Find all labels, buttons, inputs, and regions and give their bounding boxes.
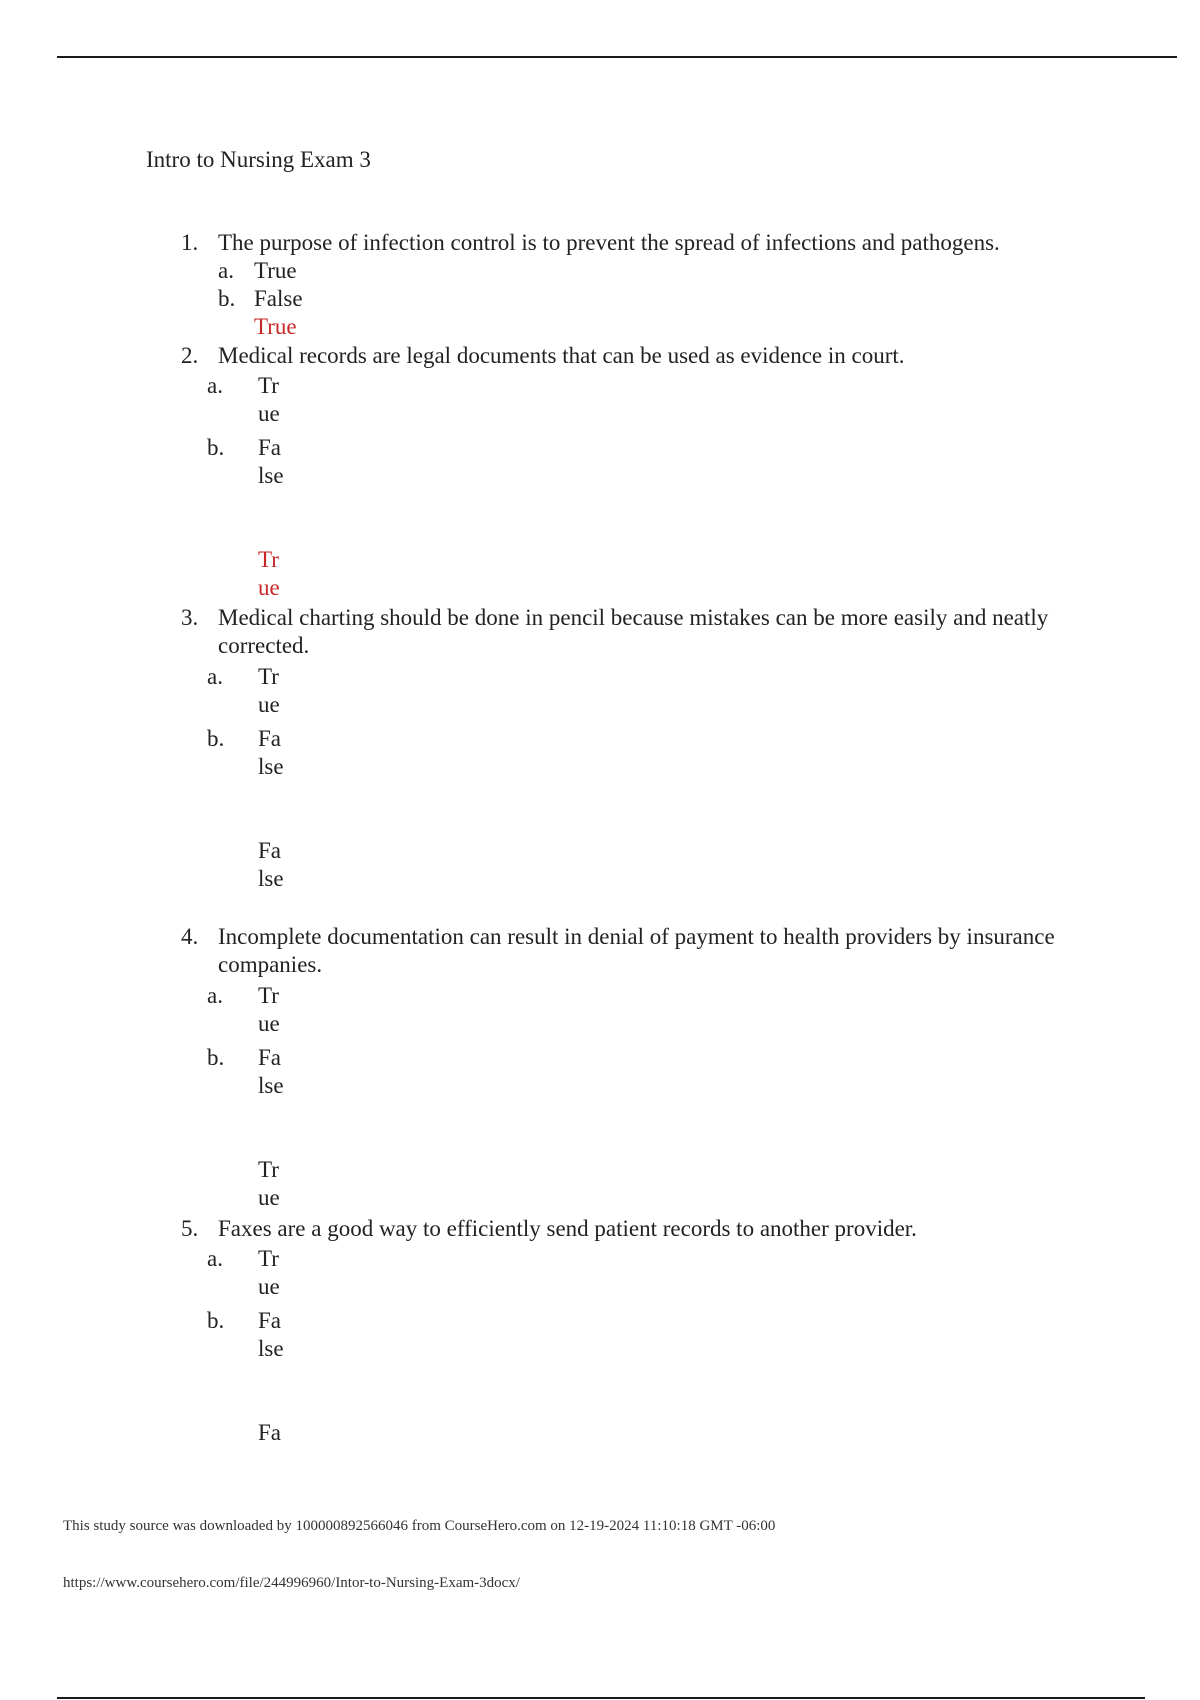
question-text: Faxes are a good way to efficiently send patient records to another provider. [218,1216,917,1241]
option-text-b: False [258,726,284,779]
answer-text: True [258,1157,280,1210]
option-text-a: True [254,258,297,283]
option-letter-b: b. [207,1045,225,1070]
option-text-a: True [258,664,280,717]
option-text-a: True [258,373,280,426]
question-number: 2. [181,343,199,368]
answer-text: Fa [258,1420,281,1445]
question-text: Incomplete documentation can result in denial of payment to health providers by insurance companies. [218,924,1055,977]
download-notice: This study source was downloaded by 100000892566046 from CourseHero.com on 12-19-2024 11:10:18 GMT -06:00 [63,1518,776,1534]
option-letter-b: b. [207,726,225,751]
question-text: Medical records are legal documents that can be used as evidence in court. [218,343,905,368]
option-text-b: False [254,286,303,311]
question-text: Medical charting should be done in pencil because mistakes can be more easily and neatly corrected. [218,605,1049,658]
question-number: 3. [181,605,199,630]
option-letter-a: a. [218,258,234,283]
bottom-rule [57,1697,1145,1699]
answer-text: True [254,314,297,339]
option-letter-b: b. [207,1308,225,1333]
option-letter-b: b. [218,286,236,311]
answer-text: True [258,547,280,600]
question-number: 4. [181,924,199,949]
option-letter-a: a. [207,1246,223,1271]
option-text-a: True [258,1246,280,1299]
source-url[interactable]: https://www.coursehero.com/file/244996960/Intor-to-Nursing-Exam-3docx/ [63,1575,520,1591]
option-text-b: False [258,1308,284,1361]
question-number: 5. [181,1216,199,1241]
option-text-b: False [258,1045,284,1098]
option-letter-a: a. [207,983,223,1008]
document-title: Intro to Nursing Exam 3 [146,147,371,172]
option-letter-a: a. [207,373,223,398]
answer-text: False [258,838,284,891]
option-text-b: False [258,435,284,488]
top-rule [57,56,1177,58]
option-letter-b: b. [207,435,225,460]
option-text-a: True [258,983,280,1036]
question-text: The purpose of infection control is to prevent the spread of infections and pathogens. [218,230,1000,255]
question-number: 1. [181,230,199,255]
option-letter-a: a. [207,664,223,689]
